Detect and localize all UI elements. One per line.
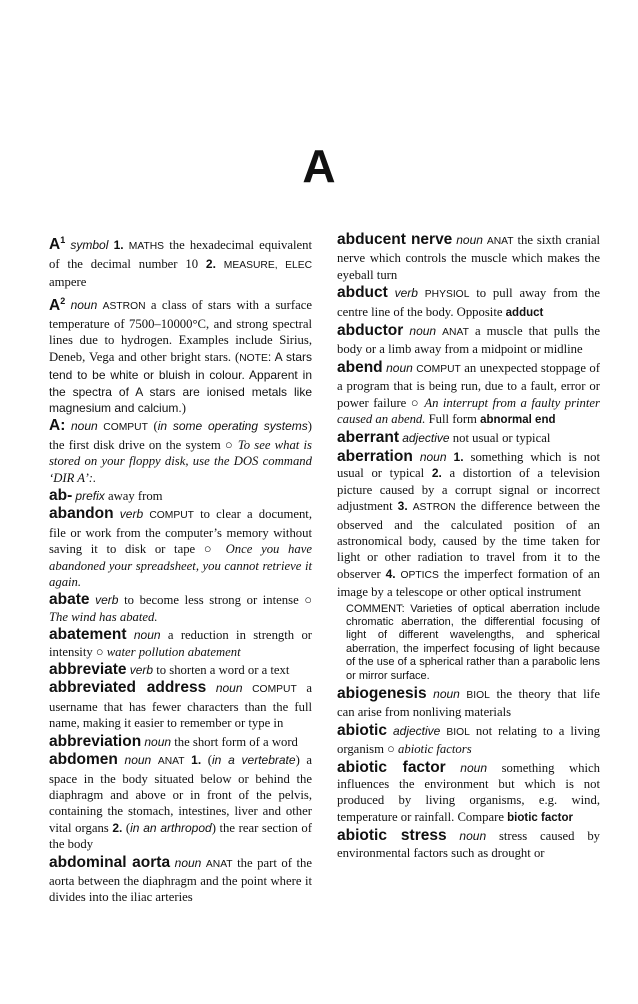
dictionary-entry xyxy=(337,360,600,429)
dictionary-entry xyxy=(49,292,312,416)
definition-text xyxy=(243,681,253,695)
definition-text: not relating to a living organism ○ xyxy=(337,723,601,757)
definition-text: ( xyxy=(122,820,131,835)
entry-headword: ab- xyxy=(49,487,73,504)
part-of-speech: noun xyxy=(133,628,161,643)
definition-text xyxy=(216,257,224,271)
dictionary-entry xyxy=(49,232,312,290)
part-of-speech: noun xyxy=(386,360,413,375)
entry-headword: $A^2$ xyxy=(49,295,66,314)
sense-number: 1. xyxy=(191,753,202,768)
entry-headword: abiogenesis xyxy=(337,684,427,702)
definition-text: ) xyxy=(181,400,186,415)
entry-headword: abiotic factor xyxy=(337,758,446,776)
definition-text xyxy=(418,286,425,300)
dictionary-entry xyxy=(337,449,600,601)
subject-label: COMPUT xyxy=(149,510,194,522)
entry-headword: abductor xyxy=(337,322,404,340)
definition-text xyxy=(447,450,454,464)
cross-reference: abnormal end xyxy=(480,414,556,427)
context-note: in a vertebrate xyxy=(211,753,296,768)
example-text: abiotic factors xyxy=(398,742,472,757)
example-text: An interrupt from a faulty printer caused an abend. xyxy=(337,395,600,427)
definition-text xyxy=(446,761,461,775)
dictionary-entry xyxy=(49,752,312,852)
entry-headword: abduct xyxy=(337,284,388,302)
dictionary-entry xyxy=(49,488,312,504)
definition-text: to become less strong or intense ○ xyxy=(118,593,313,608)
dictionary-entry xyxy=(337,723,600,758)
definition-text: ( xyxy=(201,753,212,768)
subject-label: MATHS xyxy=(128,241,165,253)
entry-headword: aberration xyxy=(337,447,413,465)
sense-number: 4. xyxy=(385,566,396,581)
note-text: : A stars tend to be white or bluish in colour. Apparent in the spectra of A stars are ionised metals like magnesium and calcium. xyxy=(49,349,313,415)
definition-text xyxy=(413,450,420,464)
subject-label: NOTE xyxy=(239,352,268,364)
dictionary-entry xyxy=(337,430,600,446)
part-of-speech: verb xyxy=(95,593,119,608)
subject-label: ANAT xyxy=(205,858,233,870)
subject-label: COMPUT xyxy=(416,363,461,375)
definition-text: ( xyxy=(147,419,158,434)
definition-text xyxy=(388,286,395,300)
subject-label: COMPUT xyxy=(252,684,297,696)
definition-text: the sixth cranial nerve which controls the muscle which makes the eyeball turn xyxy=(337,233,601,282)
sense-number: 2. xyxy=(205,256,216,271)
dictionary-entry xyxy=(49,680,312,731)
example-text: water pollution abatement xyxy=(106,644,241,659)
definition-text: ampere xyxy=(49,274,87,289)
section-letter: A xyxy=(302,140,336,192)
part-of-speech: prefix xyxy=(75,489,105,503)
dictionary-entry xyxy=(337,232,600,283)
entry-headword: abbreviate xyxy=(49,661,127,679)
subject-label: PHYSIOL xyxy=(424,289,470,301)
subject-label: BIOL xyxy=(446,726,470,738)
right-column xyxy=(337,232,600,863)
subject-label: ASTRON xyxy=(412,502,456,514)
definition-text: an unexpected stoppage of a program that is being run, due to a fault, error or power failure ○ xyxy=(337,360,601,410)
cross-reference: biotic factor xyxy=(507,811,573,824)
definition-text: to shorten a word or a text xyxy=(153,663,290,678)
part-of-speech: noun xyxy=(70,298,98,313)
definition-text: the short form of a word xyxy=(171,734,298,749)
definition-text: Full form xyxy=(425,412,481,427)
definition-text: a muscle that pulls the body or a limb away from a midpoint or midline xyxy=(337,324,601,357)
dictionary-entry xyxy=(337,686,600,721)
entry-headword: abdominal aorta xyxy=(49,853,171,871)
definition-text xyxy=(447,829,460,843)
example-text: To see what is stored on your floppy disk, use the DOS command ‘DIR A’:. xyxy=(49,437,312,485)
entry-headword: abate xyxy=(49,591,90,609)
sense-number: 2. xyxy=(112,820,123,835)
definition-text: ) a space in the body situated below or behind the diaphragm and above or in front of the pelvis, containing the stomach, intestines, liver and other vital organs xyxy=(49,753,313,835)
definition-text: not usual or typical xyxy=(449,431,551,446)
definition-text: the hexadecimal equivalent of the decimal number 10 xyxy=(49,238,313,271)
part-of-speech: noun xyxy=(70,419,98,434)
definition-text: a reduction in strength or intensity ○ xyxy=(49,628,313,659)
cross-reference: adduct xyxy=(505,306,544,319)
sense-number: 3. xyxy=(397,499,408,514)
definition-text xyxy=(151,753,158,767)
part-of-speech: verb xyxy=(119,507,144,522)
definition-text: ) the first disk drive on the system ○ xyxy=(49,419,313,452)
entry-headword: $A^1$ xyxy=(49,235,66,254)
entry-headword: A: xyxy=(49,417,66,435)
entry-headword: abducent nerve xyxy=(337,231,453,248)
sense-number: 2. xyxy=(431,466,442,481)
dictionary-entry xyxy=(49,592,312,625)
part-of-speech: noun xyxy=(215,681,243,696)
definition-text: something which influences the environment but which is not produced by living organisms, e.g. wind, temperature or rainfall. Compare xyxy=(337,760,601,824)
part-of-speech: noun xyxy=(433,686,460,701)
homograph-number: 1 xyxy=(60,235,66,245)
definition-text: something which is not usual or typical xyxy=(337,449,601,481)
part-of-speech: noun xyxy=(459,829,487,844)
definition-text: the difference between the observed and the calculated position of an astronomical body, caused by the time taken for light or other radiation to travel from it to the observer xyxy=(337,499,601,581)
part-of-speech: verb xyxy=(129,663,154,678)
sense-number: 1. xyxy=(113,238,124,253)
entry-headword: abandon xyxy=(49,505,114,523)
definition-text: to clear a document, file or work from the computer’s memory without saving it to disk or tape ○ xyxy=(49,507,313,557)
dictionary-entry xyxy=(49,627,312,660)
part-of-speech: symbol xyxy=(70,238,109,253)
dictionary-entry xyxy=(337,285,600,321)
context-note: in some operating systems xyxy=(157,419,308,434)
entry-headword: abiotic xyxy=(337,721,387,739)
entry-headword: abdomen xyxy=(49,751,118,769)
entry-headword: aberrant xyxy=(337,429,400,447)
entry-headword: abatement xyxy=(49,626,127,644)
definition-text xyxy=(206,681,216,695)
part-of-speech: noun xyxy=(460,760,487,775)
definition-text xyxy=(118,753,125,767)
entry-headword: abbreviated address xyxy=(49,679,207,697)
entry-headword: abend xyxy=(337,358,383,376)
dictionary-entry xyxy=(49,506,312,590)
definition-text: a username that has fewer characters than the full name, making it easier to remember or type in xyxy=(49,681,312,731)
definition-text: the imperfect formation of an image by a telescope or other optical instrument xyxy=(337,566,601,600)
dictionary-entry xyxy=(337,323,600,358)
dictionary-entry xyxy=(49,734,312,750)
subject-label: ASTRON xyxy=(102,301,146,313)
context-note: in an arthropod xyxy=(130,820,212,835)
definition-text: ) the rear section of the body xyxy=(49,820,312,852)
definition-text: a distortion of a television picture caused by a corrupt signal or incorrect adjustment xyxy=(337,466,600,514)
dictionary-entry xyxy=(49,662,312,678)
subject-label: ANAT xyxy=(442,327,469,339)
definition-text xyxy=(127,628,134,642)
homograph-number: 2 xyxy=(60,295,66,306)
entry-headword: abiotic stress xyxy=(337,827,447,845)
definition-text: to pull away from the centre line of the body. Opposite xyxy=(337,286,600,319)
dictionary-entry xyxy=(337,760,600,827)
left-column xyxy=(49,232,312,908)
sense-number: 1. xyxy=(453,449,464,464)
definition-text: the part of the aorta between the diaphragm and the point where it divides into the iliac arteries xyxy=(49,855,313,905)
dictionary-entry xyxy=(49,418,312,486)
definition-text: stress caused by environmental factors such as drought or xyxy=(337,829,601,860)
subject-label: ANAT xyxy=(486,236,514,247)
subject-label: OPTICS xyxy=(400,569,439,581)
example-text: Once you have abandoned your spreadsheet, you cannot retrieve it again. xyxy=(49,542,312,590)
entry-headword: abbreviation xyxy=(49,732,142,750)
part-of-speech: noun xyxy=(456,233,483,247)
part-of-speech: verb xyxy=(394,286,418,301)
part-of-speech: noun xyxy=(144,734,172,749)
subject-label: ANAT xyxy=(157,756,185,768)
dictionary-entry xyxy=(337,828,600,861)
part-of-speech: noun xyxy=(174,855,202,870)
definition-text: away from xyxy=(104,489,163,503)
subject-label: MEASURE, ELEC xyxy=(223,259,313,271)
part-of-speech: adjective xyxy=(402,431,450,446)
definition-text: a class of stars with a surface temperature of 7500–10000°C, and strong spectral lines due to hydrogen. Examples include Sirius, Deneb, Vega and other bright stars. ( xyxy=(49,298,312,364)
part-of-speech: noun xyxy=(124,753,152,768)
part-of-speech: noun xyxy=(409,324,437,339)
dictionary-entry xyxy=(49,855,312,906)
comment-box: COMMENT: Varieties of optical aberration include chromatic aberration, the differential focusing of light of different wavelengths, and spherical aberration, the imperfect focusing of light because of the use of a spherical rather than a parabolic lens or mirror surface. xyxy=(346,602,600,682)
part-of-speech: noun xyxy=(419,449,447,464)
example-text: The wind has abated. xyxy=(49,609,158,624)
part-of-speech: adjective xyxy=(392,723,441,738)
definition-text: the theory that life can arise from nonliving materials xyxy=(337,686,600,720)
subject-label: COMPUT xyxy=(103,422,148,434)
subject-label: BIOL xyxy=(466,689,490,701)
